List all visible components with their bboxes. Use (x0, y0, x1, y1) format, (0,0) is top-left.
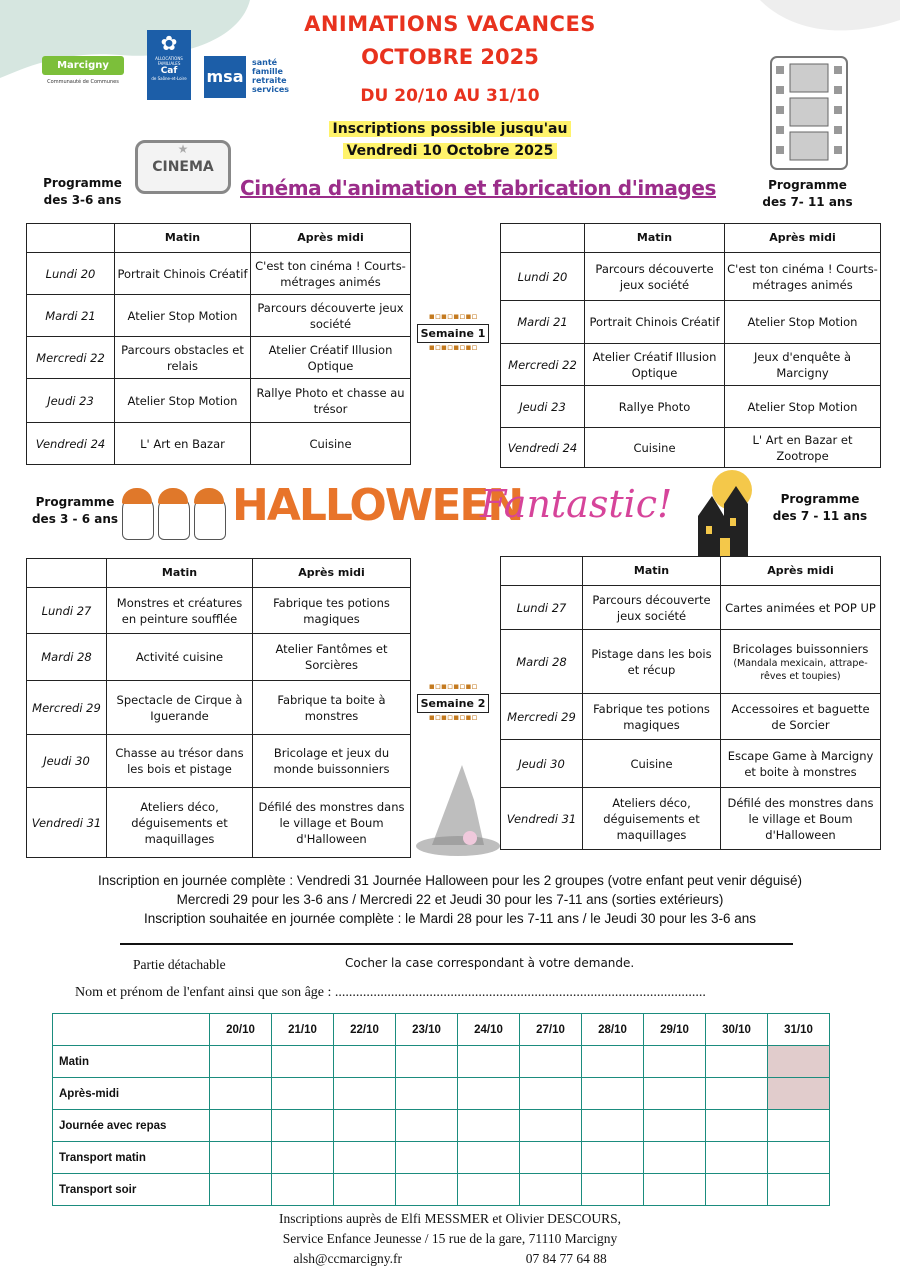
msa-text-4: services (252, 85, 290, 94)
checkbox-cell[interactable] (458, 1110, 520, 1142)
checkbox-cell[interactable] (458, 1174, 520, 1206)
marcigny-logo-text: Marcigny (42, 56, 124, 75)
col-apres-midi: Après midi (253, 559, 411, 588)
am-cell: Atelier Stop Motion (115, 379, 251, 423)
trucks-decor: ▪▫▪▫▪▫▪▫ (428, 312, 478, 322)
trucks-decor: ▪▫▪▫▪▫▪▫ (428, 343, 478, 353)
day-cell: Mercredi 29 (501, 694, 583, 740)
prog-right-week1-l2: des 7- 11 ans (762, 195, 853, 209)
day-cell: Lundi 20 (501, 253, 585, 301)
checkbox-cell[interactable] (644, 1110, 706, 1142)
pm-cell: Atelier Fantômes et Sorcières (253, 634, 411, 681)
am-cell: Atelier Stop Motion (115, 295, 251, 337)
week1-table-7-11 (500, 223, 881, 468)
day-cell: Lundi 27 (501, 586, 583, 630)
am-cell: Chasse au trésor dans les bois et pistage (107, 735, 253, 788)
checkbox-cell[interactable] (272, 1110, 334, 1142)
checkbox-cell[interactable] (706, 1174, 768, 1206)
am-cell: Parcours découverte jeux société (585, 253, 725, 301)
row-label: Transport matin (53, 1142, 210, 1174)
prog-right-week2-l1: Programme (780, 492, 860, 506)
grid-corner (53, 1014, 210, 1046)
pm-cell: Atelier Stop Motion (725, 301, 881, 344)
day-cell: Jeudi 23 (27, 379, 115, 423)
checkbox-cell[interactable] (396, 1110, 458, 1142)
shaded-cell (768, 1046, 830, 1078)
day-cell: Mardi 21 (27, 295, 115, 337)
date-header: 23/10 (396, 1014, 458, 1046)
checkbox-cell[interactable] (582, 1110, 644, 1142)
cinema-sign (135, 140, 231, 194)
form-instruction: Cocher la case correspondant à votre demande. (345, 956, 635, 970)
checkbox-cell[interactable] (582, 1174, 644, 1206)
checkbox-cell[interactable] (396, 1046, 458, 1078)
pm-cell: Cartes animées et POP UP (721, 586, 881, 630)
caf-logo: ✿ ALLOCATIONS FAMILIALES Caf de Saône-et-Loire (147, 30, 191, 100)
pm-cell: Fabrique tes potions magiques (253, 588, 411, 634)
semaine2-label: Semaine 2 (417, 694, 490, 713)
semaine1-label: Semaine 1 (417, 324, 490, 343)
corner-cell (27, 224, 115, 253)
col-apres-midi: Après midi (721, 557, 881, 586)
checkbox-cell[interactable] (396, 1078, 458, 1110)
day-cell: Mardi 28 (501, 630, 583, 694)
prog-right-week2 (765, 491, 875, 525)
notes-block (0, 871, 900, 928)
date-header: 28/10 (582, 1014, 644, 1046)
col-matin: Matin (585, 224, 725, 253)
col-apres-midi: Après midi (725, 224, 881, 253)
pm-cell: Parcours découverte jeux société (251, 295, 411, 337)
note-line-3: Inscription souhaitée en journée complète : le Mardi 28 pour les 7-11 ans / le Jeudi 30 pour les 3-6 ans (143, 911, 757, 926)
footer-line-1: Inscriptions auprès de Elfi MESSMER et Olivier DESCOURS, (279, 1211, 621, 1226)
day-cell: Jeudi 23 (501, 386, 585, 428)
pm-cell: Escape Game à Marcigny et boite à monstres (721, 740, 881, 788)
prog-left-week2 (20, 494, 130, 528)
child-name-field[interactable]: Nom et prénom de l'enfant ainsi que son âge : .......................................................................................................... (75, 985, 706, 1000)
pm-cell: Atelier Stop Motion (725, 386, 881, 428)
day-cell: Mardi 28 (27, 634, 107, 681)
caf-line1: ALLOCATIONS FAMILIALES (155, 56, 183, 66)
halloween-title: HALLOWEEN (232, 480, 523, 531)
caf-line3: de Saône-et-Loire (151, 76, 187, 81)
prog-left-week1 (20, 175, 145, 209)
pm-cell: C'est ton cinéma ! Courts-métrages animés (251, 253, 411, 295)
week2-table-7-11 (500, 556, 881, 850)
prog-left-week2-l1: Programme (35, 495, 115, 509)
am-cell: Activité cuisine (107, 634, 253, 681)
am-cell: Portrait Chinois Créatif (585, 301, 725, 344)
checkbox-cell[interactable] (334, 1046, 396, 1078)
date-header: 22/10 (334, 1014, 396, 1046)
checkbox-cell[interactable] (334, 1110, 396, 1142)
checkbox-cell[interactable] (768, 1110, 830, 1142)
film-strip-icon (770, 56, 848, 170)
trucks-decor: ▪▫▪▫▪▫▪▫ (428, 682, 478, 692)
checkbox-cell[interactable] (458, 1046, 520, 1078)
pm-cell: Rallye Photo et chasse au trésor (251, 379, 411, 423)
pm-detail: (Mandala mexicain, attrape-rêves et toupies) (733, 657, 868, 682)
pm-cell (721, 630, 881, 694)
am-cell: Pistage dans les bois et récup (583, 630, 721, 694)
checkbox-cell[interactable] (210, 1174, 272, 1206)
checkbox-cell[interactable] (334, 1174, 396, 1206)
am-cell: Portrait Chinois Créatif (115, 253, 251, 295)
footer-contact (0, 1209, 900, 1269)
haunted-house-illustration (690, 468, 762, 556)
week1-table-3-6 (26, 223, 411, 465)
day-cell: Jeudi 30 (501, 740, 583, 788)
am-cell: Rallye Photo (585, 386, 725, 428)
msa-text-1: santé (252, 58, 278, 67)
checkbox-cell[interactable] (210, 1110, 272, 1142)
checkbox-cell[interactable] (458, 1078, 520, 1110)
pm-cell: Défilé des monstres dans le village et Boum d'Halloween (253, 788, 411, 858)
prog-left-week1-l1: Programme (43, 176, 122, 190)
corner-cell (27, 559, 107, 588)
checkbox-cell[interactable] (334, 1142, 396, 1174)
prog-right-week1 (750, 177, 865, 211)
pm-cell: Fabrique ta boite à monstres (253, 681, 411, 735)
footer-line-3 (0, 1249, 900, 1269)
checkbox-cell[interactable] (706, 1078, 768, 1110)
date-header: 20/10 (210, 1014, 272, 1046)
prog-left-week2-l2: des 3 - 6 ans (31, 512, 119, 526)
witch-hat-illustration (412, 760, 502, 860)
checkbox-cell[interactable] (644, 1078, 706, 1110)
detachable-label: Partie détachable (133, 957, 226, 972)
pm-cell: Cuisine (251, 423, 411, 465)
footer-email[interactable]: alsh@ccmarcigny.fr (293, 1251, 402, 1266)
checkbox-cell[interactable] (210, 1142, 272, 1174)
title-line-1: ANIMATIONS VACANCES (304, 12, 596, 36)
checkbox-cell[interactable] (768, 1142, 830, 1174)
pm-cell: L' Art en Bazar et Zootrope (725, 428, 881, 468)
row-label: Journée avec repas (53, 1110, 210, 1142)
checkbox-cell[interactable] (644, 1046, 706, 1078)
am-cell: Spectacle de Cirque à Iguerande (107, 681, 253, 735)
am-cell: Ateliers déco, déguisements et maquillages (107, 788, 253, 858)
checkbox-cell[interactable] (582, 1142, 644, 1174)
col-matin: Matin (115, 224, 251, 253)
am-cell: Parcours découverte jeux société (583, 586, 721, 630)
theme-title: Cinéma d'animation et fabrication d'images (240, 176, 717, 200)
checkbox-cell[interactable] (396, 1174, 458, 1206)
checkbox-cell[interactable] (520, 1078, 582, 1110)
separator-line (120, 943, 793, 945)
inscription-line-1: Inscriptions possible jusqu'au (329, 121, 572, 137)
am-cell: L' Art en Bazar (115, 423, 251, 465)
checkbox-cell[interactable] (396, 1142, 458, 1174)
semaine1-badge (410, 312, 496, 353)
checkbox-cell[interactable] (706, 1142, 768, 1174)
date-header: 31/10 (768, 1014, 830, 1046)
ghosts-illustration (120, 482, 230, 542)
week2-table-3-6 (26, 558, 411, 858)
note-line-2: Mercredi 29 pour les 3-6 ans / Mercredi 22 et Jeudi 30 pour les 7-11 ans (sorties extérieurs) (176, 892, 724, 907)
day-cell: Lundi 20 (27, 253, 115, 295)
checkbox-cell[interactable] (582, 1078, 644, 1110)
date-header: 21/10 (272, 1014, 334, 1046)
checkbox-cell[interactable] (520, 1174, 582, 1206)
date-header: 29/10 (644, 1014, 706, 1046)
checkbox-cell[interactable] (210, 1078, 272, 1110)
am-cell: Cuisine (583, 740, 721, 788)
msa-text-2: famille (252, 67, 283, 76)
corner-cell (501, 557, 583, 586)
footer-line-2: Service Enfance Jeunesse / 15 rue de la gare, 71110 Marcigny (282, 1231, 618, 1246)
fantastic-title: Fantastic! (480, 482, 673, 526)
checkbox-cell[interactable] (644, 1142, 706, 1174)
msa-text-3: retraite (252, 76, 287, 85)
checkbox-cell[interactable] (582, 1046, 644, 1078)
day-cell: Jeudi 30 (27, 735, 107, 788)
shaded-cell (768, 1078, 830, 1110)
pm-cell: Bricolage et jeux du monde buissonniers (253, 735, 411, 788)
date-header: 30/10 (706, 1014, 768, 1046)
semaine2-badge (410, 682, 496, 723)
day-cell: Vendredi 31 (27, 788, 107, 858)
msa-logo: msa (204, 56, 246, 98)
prog-left-week1-l2: des 3-6 ans (43, 193, 122, 207)
caf-line2: Caf (160, 66, 178, 76)
star-icon: ★ (177, 142, 189, 156)
note-line-1: Inscription en journée complète : Vendredi 31 Journée Halloween pour les 2 groupes (votre enfant peut venir déguisé) (98, 873, 802, 888)
footer-phone: 07 84 77 64 88 (525, 1251, 607, 1266)
day-cell: Mercredi 29 (27, 681, 107, 735)
col-matin: Matin (583, 557, 721, 586)
day-cell: Lundi 27 (27, 588, 107, 634)
pm-cell: Atelier Créatif Illusion Optique (251, 337, 411, 379)
col-matin: Matin (107, 559, 253, 588)
am-cell: Monstres et créatures en peinture soufflée (107, 588, 253, 634)
pm-cell: Défilé des monstres dans le village et Boum d'Halloween (721, 788, 881, 850)
date-header: 24/10 (458, 1014, 520, 1046)
corner-cell (501, 224, 585, 253)
day-cell: Vendredi 24 (27, 423, 115, 465)
checkbox-cell[interactable] (272, 1174, 334, 1206)
am-cell: Ateliers déco, déguisements et maquillages (583, 788, 721, 850)
day-cell: Vendredi 24 (501, 428, 585, 468)
am-cell: Atelier Créatif Illusion Optique (585, 344, 725, 386)
cinema-sign-label: CINEMA (152, 159, 214, 175)
date-header: 27/10 (520, 1014, 582, 1046)
checkbox-cell[interactable] (334, 1078, 396, 1110)
prog-right-week2-l2: des 7 - 11 ans (772, 509, 868, 523)
checkbox-cell[interactable] (520, 1046, 582, 1078)
dates-line: DU 20/10 AU 31/10 (360, 86, 540, 106)
pm-main: Bricolages buissonniers (732, 641, 869, 656)
registration-grid (52, 1013, 830, 1206)
checkbox-cell[interactable] (520, 1142, 582, 1174)
am-cell: Parcours obstacles et relais (115, 337, 251, 379)
pm-cell: Jeux d'enquête à Marcigny (725, 344, 881, 386)
inscription-line-2: Vendredi 10 Octobre 2025 (343, 143, 558, 159)
row-label: Matin (53, 1046, 210, 1078)
row-label: Après-midi (53, 1078, 210, 1110)
am-cell: Fabrique tes potions magiques (583, 694, 721, 740)
pm-cell: C'est ton cinéma ! Courts-métrages animés (725, 253, 881, 301)
checkbox-cell[interactable] (272, 1046, 334, 1078)
checkbox-cell[interactable] (644, 1174, 706, 1206)
day-cell: Vendredi 31 (501, 788, 583, 850)
day-cell: Mardi 21 (501, 301, 585, 344)
checkbox-cell[interactable] (210, 1046, 272, 1078)
am-cell: Cuisine (585, 428, 725, 468)
checkbox-cell[interactable] (768, 1174, 830, 1206)
day-cell: Mercredi 22 (27, 337, 115, 379)
marcigny-logo-sub: Communauté de Communes (47, 79, 119, 85)
row-label: Transport soir (53, 1174, 210, 1206)
checkbox-cell[interactable] (706, 1046, 768, 1078)
checkbox-cell[interactable] (706, 1110, 768, 1142)
title-line-2: OCTOBRE 2025 (361, 45, 539, 69)
col-apres-midi: Après midi (251, 224, 411, 253)
pm-cell: Accessoires et baguette de Sorcier (721, 694, 881, 740)
checkbox-cell[interactable] (458, 1142, 520, 1174)
checkbox-cell[interactable] (272, 1078, 334, 1110)
trucks-decor: ▪▫▪▫▪▫▪▫ (428, 713, 478, 723)
checkbox-cell[interactable] (272, 1142, 334, 1174)
day-cell: Mercredi 22 (501, 344, 585, 386)
checkbox-cell[interactable] (520, 1110, 582, 1142)
prog-right-week1-l1: Programme (768, 178, 847, 192)
